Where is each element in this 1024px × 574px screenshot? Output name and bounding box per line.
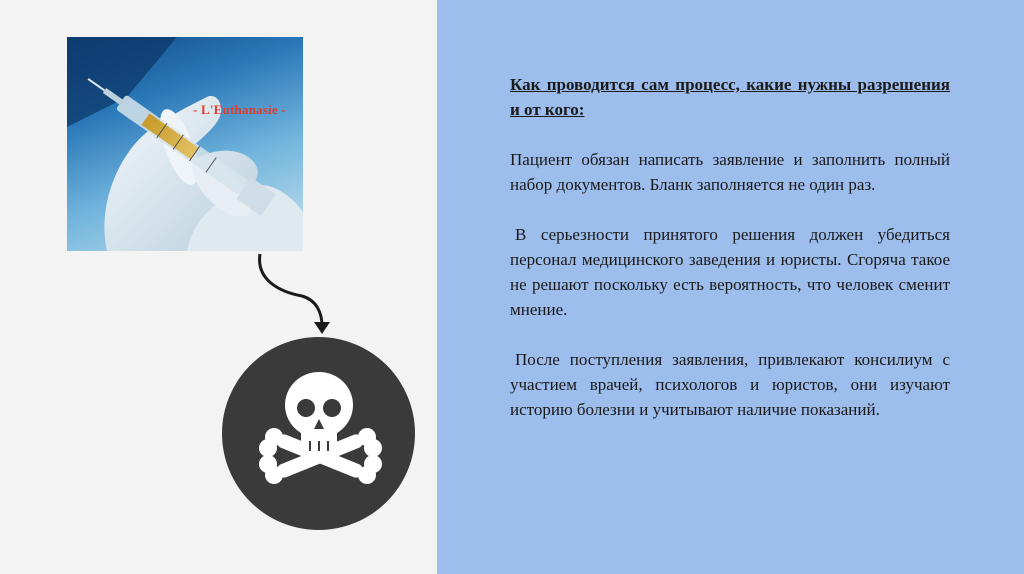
euthanasia-photo [67,37,303,251]
text-content [510,72,950,447]
syringe-illustration [67,37,303,251]
paragraph-1: Пациент обязан написать заявление и заполнить полный набор документов. Бланк заполняется не один раз. [510,150,950,194]
photo-caption: - L'Euthanasie - [193,102,286,117]
section-heading: Как проводится сам процесс, какие нужны разрешения и от кого: [510,75,950,119]
paragraph-2: В серьезности принятого решения должен убедиться персонал медицинского заведения и юристы. Сгоряча такое не решают поскольку есть вероятность, что человек сменит мнение. [510,225,950,319]
paragraph-3: После поступления заявления, привлекают консилиум с участием врачей, психологов и юристов, они изучают историю болезни и учитывают наличие показаний. [510,350,950,419]
curved-arrow-icon [250,250,340,340]
skull-crossbones-icon [222,337,415,530]
